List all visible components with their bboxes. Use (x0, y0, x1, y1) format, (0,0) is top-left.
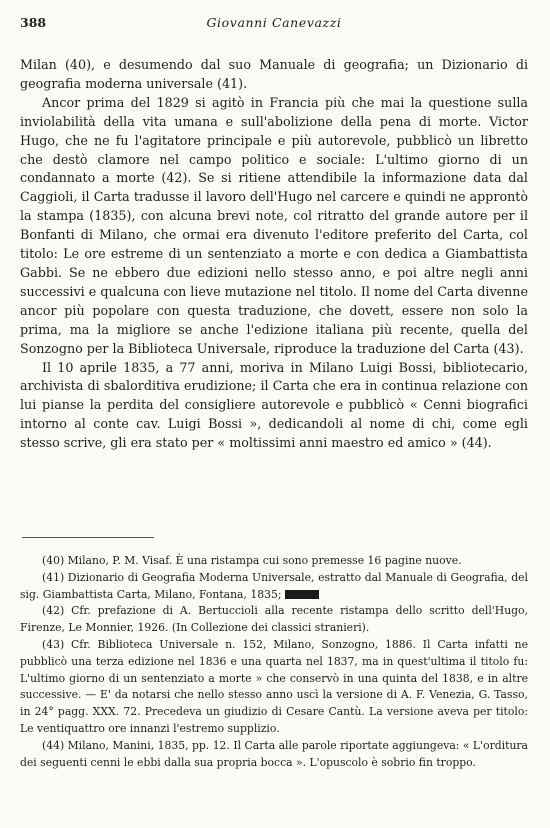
footnote: (40) Milano, P. M. Visaf. È una ristampa cui sono premesse 16 pagine nuove. (42, 554, 462, 567)
body-paragraph: Il 10 aprile 1835, a 77 anni, moriva in Milano Luigi Bossi, bibliotecario, archivista di sbalorditiva erudizione; il Carta che era in continua relazione con lui pianse la perdita del consigliere autorevole e pubblicò « Cenni biografici intorno al conte cav. Luigi Bossi », dedicandoli al nome di chi, come egli stesso scrive, gli era stato per « moltissimi anni maestro ed amico » (44). (20, 359, 528, 451)
footnote-separator (22, 537, 154, 538)
ink-blot (285, 590, 319, 599)
footnote: (43) Cfr. Biblioteca Universale n. 152, Milano, Sonzogno, 1886. Il Carta infatti ne pubblicò una terza edizione nel 1836 e una quarta nel 1837, ma in quest'ultima il titolo fu: L'ultimo giorno di un sentenziato a morte » che conservò in una quinta del 1838, e in altre successive. — E' da notarsi che nello stesso anno uscì la versione di A. F. Venezia, G. Tasso, in 24° pagg. XXX. 72. Precedeva un giudizio di Cesare Cantù. La versione aveva per titolo: Le ventiquattro ore innanzi l'estremo supplizio. (20, 637, 528, 735)
body-paragraph: Milan (40), e desumendo dal suo Manuale di geografia; un Dizionario di geografia moderna universale (41). (20, 57, 528, 91)
footnote-text: (41) Dizionario di Geografia Moderna Universale, estratto dal Manuale di Geografia, del sig. Giambattista Carta, Milano, Fontana, 1835; (20, 570, 528, 601)
page-header (20, 15, 528, 35)
running-head: Giovanni Canevazzi (206, 15, 342, 30)
main-text (20, 56, 528, 453)
footnote: (42) Cfr. prefazione di A. Bertuccioli alla recente ristampa dello scritto dell'Hugo, Firenze, Le Monnier, 1926. (In Collezione dei classici stranieri). (20, 604, 528, 635)
footnote (20, 570, 528, 604)
footnote: (44) Milano, Manini, 1835, pp. 12. Il Carta alle parole riportate aggiungeva: « L'orditura dei seguenti cenni le ebbi dalla sua propria bocca ». L'opuscolo è sobrio fin troppo. (20, 738, 528, 769)
body-paragraph: Ancor prima del 1829 si agitò in Francia più che mai la questione sulla inviolabilità della vita umana e sull'abolizione della pena di morte. Victor Hugo, che ne fu l'agitatore principale e più autorevole, pubblicò un libretto che destò clamore nel campo politico e sociale: L'ultimo giorno di un condannato a morte (42). Se si ritiene attendibile la informazione data dal Caggioli, il Carta tradusse il lavoro dell'Hugo nel carcere e quindi ne approntò la stampa (1835), con alcuna brevi note, col ritratto del grande autore per il Bonfanti di Milano, che ormai era divenuto l'editore preferito del Carta, col titolo: Le ore estreme di un sentenziato a morte e con dedica a Giambattista Gabbi. Se ne ebbero due edizioni nello stesso anno, e poi altre negli anni successivi e qualcuna con lieve mutazione nel titolo. Il nome del Carta divenne ancor più popolare con questa traduzione, che dovett, essere non solo la prima, ma la migliore se anche l'edizione italiana più recente, quella del Sonzogno per la Biblioteca Universale, riproduce la traduzione del Carta (43). (20, 94, 528, 356)
page-number: 388 (20, 15, 47, 30)
footnotes (20, 553, 528, 771)
